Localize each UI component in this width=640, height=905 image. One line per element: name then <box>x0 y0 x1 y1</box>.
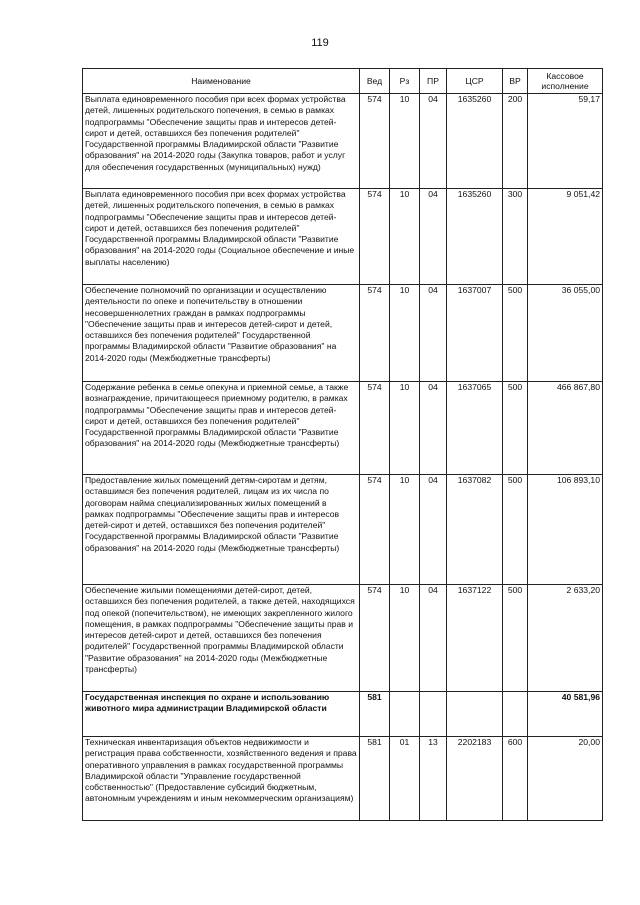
row-ved: 574 <box>360 285 390 382</box>
row-pr: 04 <box>420 94 447 189</box>
table-row <box>83 737 603 821</box>
row-ved: 574 <box>360 189 390 285</box>
row-csr <box>447 692 503 737</box>
page-number: 119 <box>311 37 329 49</box>
row-pr: 04 <box>420 585 447 692</box>
row-rz: 10 <box>390 94 420 189</box>
row-vr: 600 <box>503 737 528 821</box>
budget-execution-table <box>82 68 603 821</box>
row-ved: 581 <box>360 737 390 821</box>
row-csr: 1637082 <box>447 475 503 585</box>
header-ved: Вед <box>360 69 390 94</box>
row-vr: 500 <box>503 475 528 585</box>
row-vr: 500 <box>503 585 528 692</box>
row-name: Выплата единовременного пособия при всех формах устройства детей, лишенных родительского попечения, в семью в рамках подпрограммы "Обеспечение защиты прав и интересов детей-сирот и детей, оставшихся без попечения родителей" Государственной программы Владимирской области "Развитие образования" на 2014-2020 годы (Закупка товаров, работ и услуг для обеспечения государственных (муниципальных) нужд) <box>83 94 360 189</box>
row-rz: 10 <box>390 475 420 585</box>
row-sum: 36 055,00 <box>528 285 603 382</box>
row-pr: 04 <box>420 382 447 475</box>
table-header-row <box>83 69 603 94</box>
row-sum: 106 893,10 <box>528 475 603 585</box>
row-name: Техническая инвентаризация объектов недвижимости и регистрация права собственности, хозяйственного ведения и права оперативного управления в рамках государственной программы Владимирской области "Управление государственной собственностью" (Предоставление субсидий бюджетным, автономным учреждениям и иным некоммерческим организациям) <box>83 737 360 821</box>
row-sum: 59,17 <box>528 94 603 189</box>
row-name: Обеспечение полномочий по организации и осуществлению деятельности по опеке и попечительству в отношении несовершеннолетних граждан в рамках подпрограммы "Обеспечение защиты прав и интересов детей-сирот и детей, оставшихся без попечения родителей" Государственной программы Владимирской области "Развитие образования" на 2014-2020 годы (Межбюджетные трансферты) <box>83 285 360 382</box>
row-rz <box>390 692 420 737</box>
row-pr: 04 <box>420 189 447 285</box>
row-csr: 1635260 <box>447 94 503 189</box>
row-csr: 2202183 <box>447 737 503 821</box>
row-csr: 1637122 <box>447 585 503 692</box>
row-sum: 20,00 <box>528 737 603 821</box>
row-pr: 04 <box>420 285 447 382</box>
row-pr: 04 <box>420 475 447 585</box>
row-vr: 500 <box>503 382 528 475</box>
row-rz: 10 <box>390 285 420 382</box>
table-row <box>83 475 603 585</box>
table-row <box>83 189 603 285</box>
table-row <box>83 94 603 189</box>
row-name: Государственная инспекция по охране и использованию животного мира администрации Владимирской области <box>83 692 360 737</box>
header-rz: Рз <box>390 69 420 94</box>
row-sum: 2 633,20 <box>528 585 603 692</box>
row-csr: 1635260 <box>447 189 503 285</box>
row-sum: 466 867,80 <box>528 382 603 475</box>
header-name: Наименование <box>83 69 360 94</box>
row-name: Обеспечение жилыми помещениями детей-сирот, детей, оставшихся без попечения родителей, а также детей, находящихся под опекой (попечительством), не имеющих закрепленного жилого помещения, в рамках подпрограммы "Обеспечение защиты прав и интересов детей-сирот и детей, оставшихся без попечения родителей" Государственной программы Владимирской области "Развитие образования" на 2014-2020 годы (Межбюджетные трансферты) <box>83 585 360 692</box>
row-csr: 1637065 <box>447 382 503 475</box>
table-row <box>83 585 603 692</box>
row-name: Предоставление жилых помещений детям-сиротам и детям, оставшимся без попечения родителей, лицам из их числа по договорам найма специализированных жилых помещений в рамках подпрограммы "Обеспечение защиты прав и интересов детей-сирот и детей, оставшихся без попечения родителей" Государственной программы Владимирской области "Развитие образования" на 2014-2020 годы (Межбюджетные трансферты) <box>83 475 360 585</box>
row-rz: 10 <box>390 382 420 475</box>
header-sum: Кассовое исполнение <box>528 69 603 94</box>
row-rz: 01 <box>390 737 420 821</box>
table-row-section <box>83 692 603 737</box>
row-csr: 1637007 <box>447 285 503 382</box>
row-ved: 574 <box>360 382 390 475</box>
row-pr: 13 <box>420 737 447 821</box>
row-name: Содержание ребенка в семье опекуна и приемной семье, а также вознаграждение, причитающееся приемному родителю, в рамках подпрограммы "Обеспечение защиты прав и интересов детей-сирот и детей, оставшихся без попечения родителей" Государственной программы Владимирской области "Развитие образования" на 2014-2020 годы (Межбюджетные трансферты) <box>83 382 360 475</box>
row-ved: 574 <box>360 585 390 692</box>
row-rz: 10 <box>390 585 420 692</box>
row-name: Выплата единовременного пособия при всех формах устройства детей, лишенных родительского попечения, в семью в рамках подпрограммы "Обеспечение защиты прав и интересов детей-сирот и детей, оставшихся без попечения родителей" Государственной программы Владимирской области "Развитие образования" на 2014-2020 годы (Социальное обеспечение и иные выплаты населению) <box>83 189 360 285</box>
header-csr: ЦСР <box>447 69 503 94</box>
header-vr: ВР <box>503 69 528 94</box>
header-pr: ПР <box>420 69 447 94</box>
row-vr: 500 <box>503 285 528 382</box>
row-vr: 300 <box>503 189 528 285</box>
table-row <box>83 285 603 382</box>
row-pr <box>420 692 447 737</box>
row-sum: 40 581,96 <box>528 692 603 737</box>
row-sum: 9 051,42 <box>528 189 603 285</box>
row-rz: 10 <box>390 189 420 285</box>
row-ved: 581 <box>360 692 390 737</box>
row-ved: 574 <box>360 475 390 585</box>
row-vr: 200 <box>503 94 528 189</box>
table-row <box>83 382 603 475</box>
row-vr <box>503 692 528 737</box>
row-ved: 574 <box>360 94 390 189</box>
